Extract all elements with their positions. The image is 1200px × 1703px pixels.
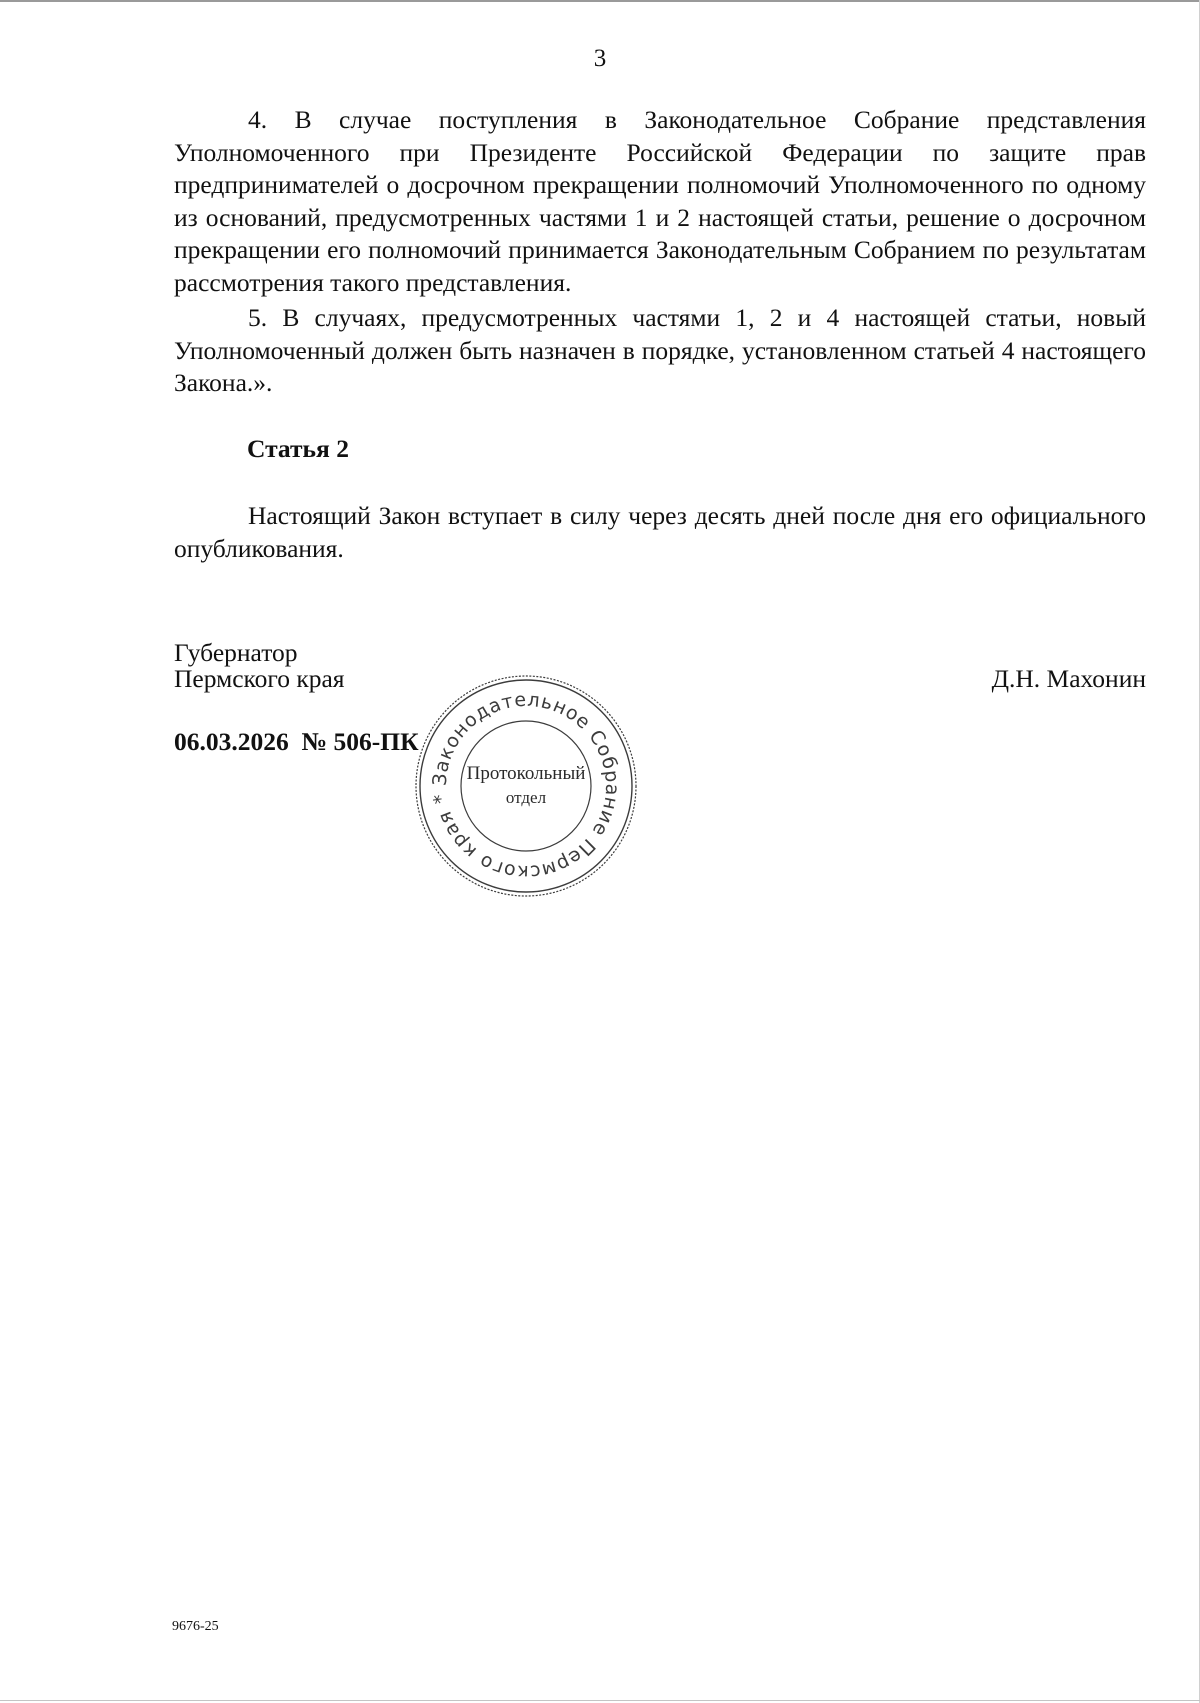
signatory-name: Д.Н. Махонин	[991, 664, 1146, 693]
official-seal	[414, 674, 638, 898]
registration-number: 9676-25	[172, 1619, 219, 1634]
article-2-heading: Статья 2	[247, 434, 349, 463]
official-seal-stamp	[414, 674, 638, 898]
page-bottom-border	[0, 1700, 1200, 1701]
paragraph-item-4: 4. В случае поступления в Законодательное Собрание представления Уполномоченного при Президенте Российской Федерации по защите прав предпринимателей о досрочном прекращении полномочий Уполномоченного по одному из оснований, предусмотренных частями 1 и 2 настоящей статьи, решение о досрочном прекращении его полномочий принимается Законодательным Собранием по результатам рассмотрения такого представления.	[174, 105, 1146, 297]
article-2-text	[174, 500, 1146, 565]
signatory-position-line-2: Пермского края	[174, 664, 345, 693]
paragraph-article-2: Настоящий Закон вступает в силу через десять дней после дня его официального опубликования.	[174, 501, 1146, 563]
signatory-position	[174, 640, 345, 692]
law-date-number: 06.03.2026 № 506-ПК	[174, 727, 419, 756]
law-text-item-5	[174, 302, 1146, 400]
page-number: 3	[593, 45, 607, 72]
paragraph-item-5: 5. В случаях, предусмотренных частями 1, 2 и 4 настоящей статьи, новый Уполномоченный должен быть назначен в порядке, установленном статьей 4 настоящего Закона.».	[174, 303, 1146, 398]
seal-ring-text: Законодательное Собрание Пермского края *	[428, 688, 624, 884]
signatory-position-line-1: Губернатор	[174, 638, 298, 667]
seal-center-line-2: отдел	[505, 788, 547, 807]
seal-center-line-1: Протокольный	[466, 763, 586, 784]
page-top-border	[0, 0, 1200, 2]
law-text-item-4	[174, 104, 1146, 300]
